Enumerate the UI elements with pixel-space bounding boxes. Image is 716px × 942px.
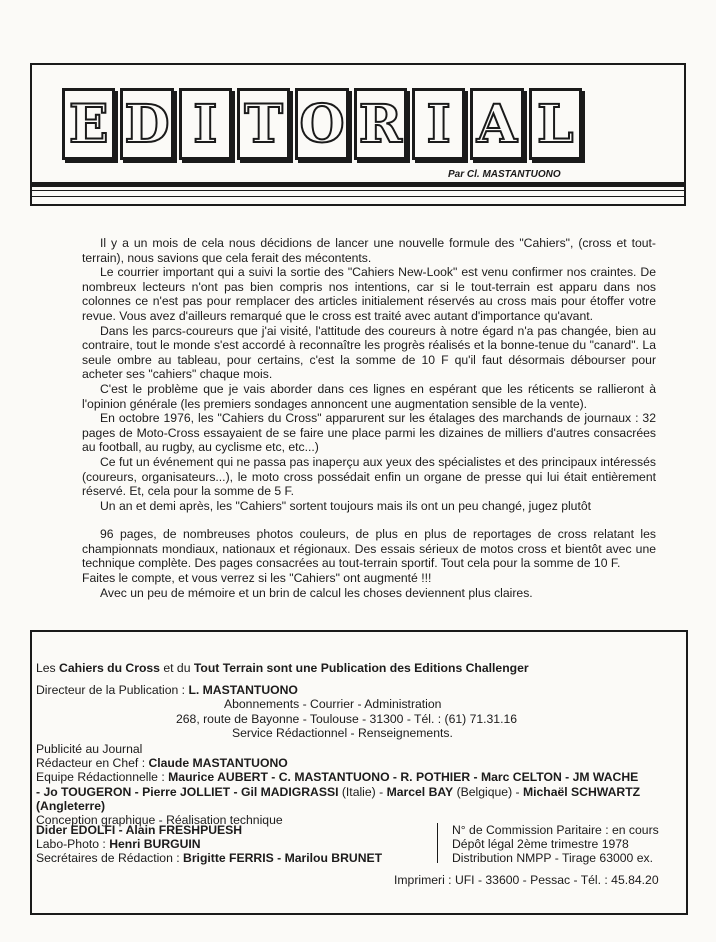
team-names: Marcel BAY — [386, 784, 454, 799]
design-line: Conception graphique - Réalisation technique — [36, 813, 283, 828]
team-label: Equipe Rédactionnelle : — [36, 770, 165, 785]
design-names: Dider EDOLFI - Alain FRESHPUESH — [36, 823, 243, 837]
credits-left-column — [36, 823, 382, 866]
article-body — [82, 236, 656, 600]
photo-label: Labo-Photo : — [36, 837, 106, 852]
team-names: - Jo TOUGERON - Pierre JOLLIET - Gil MADIGRASSI — [36, 784, 339, 799]
title-letter: I — [179, 88, 232, 160]
title-letter: E — [62, 88, 115, 160]
director-line — [36, 683, 686, 697]
commission-line: N° de Commission Paritaire : en cours — [452, 823, 659, 837]
secretaries-label: Secrétaires de Rédaction : — [36, 851, 180, 866]
title-letter: I — [412, 88, 465, 160]
article-paragraph: Faites le compte, et vous verrez si les "Cahiers" ont augmenté !!! — [82, 571, 432, 586]
team-country: (Belgique) - — [456, 784, 520, 799]
team-names: Michaël SCHWARTZ — [522, 784, 641, 799]
publication-name: Tout Terrain sont une Publication des — [193, 661, 411, 675]
team-country: (Angleterre) — [36, 798, 106, 813]
team-line — [36, 799, 686, 813]
article-paragraph: Le courrier important qui a suivi la sortie des "Cahiers New-Look" est venu confirmer nos craintes. De nombreux lecteurs n'ont pas bien compris nos intentions, car si le tout-terrain est apparu dans nos colonnes ce n'est pas pour remplacer des articles initialement réservés au cross mais pour étoffer votre revue. Vous avez d'ailleurs remarqué que le cross est traité avec autant d'importance qu'avant. — [82, 265, 656, 323]
title-letter: D — [120, 88, 173, 160]
distribution-line: Distribution NMPP - Tirage 63000 ex. — [452, 851, 653, 866]
legal-line: Dépôt légal 2ème trimestre 1978 — [452, 837, 629, 852]
title-letter: L — [529, 88, 582, 160]
team-names: Maurice AUBERT - C. MASTANTUONO - R. POTHIER - Marc CELTON - JM WACHE — [168, 770, 639, 785]
title-letter: R — [354, 88, 407, 160]
address-line: 268, route de Bayonne - Toulouse - 31300 - Tél. : (61) 71.31.16 — [176, 711, 518, 726]
article-paragraph: C'est le problème que je vais aborder dans ces lignes en espérant que les réticents se rallieront à l'opinion générale (les premiers sondages annoncent une augmentation sensible de la vente). — [82, 381, 656, 411]
publisher-line — [36, 661, 686, 675]
credits-right-column — [452, 823, 659, 866]
article-paragraph: 96 pages, de nombreuses photos couleurs, de plus en plus de reportages de cross relatant les championnats mondiaux, nationaux et régionaux. Des essais sérieux de motos cross et bientôt avec une technique complète. Des pages consacrées au tout-terrain sportif. Tout cela pour la somme de 10 F. — [82, 527, 656, 571]
admin-line: Abonnements - Courrier - Administration — [224, 697, 442, 712]
secretaries-line — [36, 851, 382, 865]
chief-label: Rédacteur en Chef : — [36, 756, 146, 771]
column-divider — [437, 823, 438, 863]
photo-name: Henri BURGUIN — [109, 837, 201, 852]
article-paragraph: Ce fut un événement qui ne passa pas inaperçu aux yeux des spécialistes et des principaux intéressés (coureurs, organisateurs...), le moto cross possédait enfin un organe de presse qui lui était entièrement réservé. Et, cela pour la somme de 5 F. — [82, 454, 656, 499]
header-rule-thin — [30, 190, 686, 191]
service-line: Service Rédactionnel - Renseignements. — [232, 725, 453, 740]
secretaries-names: Brigitte FERRIS - Marilou BRUNET — [183, 851, 383, 866]
publisher-text: Les — [36, 661, 56, 675]
advertising-line: Publicité au Journal — [36, 742, 143, 757]
editorial-title — [62, 88, 582, 166]
article-paragraph: Avec un peu de mémoire et un brin de calcul les choses deviennent plus claires. — [100, 585, 533, 600]
printer-line: Imprimeri : UFI - 33600 - Pessac - Tél. : 45.84.20 — [394, 873, 659, 887]
publisher-name: Editions Challenger — [414, 661, 529, 675]
team-line — [36, 770, 686, 784]
title-letter: O — [295, 88, 348, 160]
team-line — [36, 785, 686, 799]
title-letter: A — [470, 88, 523, 160]
director-name: L. MASTANTUONO — [188, 683, 298, 698]
director-label: Directeur de la Publication : — [36, 683, 186, 698]
chief-name: Claude MASTANTUONO — [148, 756, 288, 771]
publication-name: Cahiers du Cross — [59, 661, 160, 675]
team-country: (Italie) - — [341, 784, 384, 799]
article-paragraph: Un an et demi après, les "Cahiers" sortent toujours mais ils ont un peu changé, jugez plutôt — [100, 498, 592, 513]
title-letter: T — [237, 88, 290, 160]
header-rule — [30, 182, 686, 187]
article-paragraph: En octobre 1976, les "Cahiers du Cross" apparurent sur les étalages des marchands de journaux : 32 pages de Moto-Cross essayaient de se faire une place parmi les dizaines de milliers d'autres consacrées au football, au rugby, au cyclisme etc, etc...) — [82, 411, 656, 455]
article-paragraph: Dans les parcs-coureurs que j'ai visité, l'attitude des coureurs à notre égard n'a pas changée, bien au contraire, tout le monde s'est accordé à reconnaître les progrès réalisés et la bonne-tenue du "canard". La seule ombre au tableau, pour certains, c'est la somme de 10 F qu'il faut désormais débourser pour acheter ses "cahiers" chaque mois. — [82, 323, 656, 382]
publisher-text: et du — [163, 661, 191, 675]
header-rule-thin — [30, 196, 686, 197]
byline: Par Cl. MASTANTUONO — [448, 169, 561, 180]
chief-editor-line — [36, 756, 686, 770]
article-paragraph: Il y a un mois de cela nous décidions de lancer une nouvelle formule des "Cahiers", (cross et tout-terrain), nous savions que cela ferait des mécontents. — [82, 236, 656, 265]
photo-line — [36, 837, 382, 851]
credits-block — [36, 661, 686, 827]
